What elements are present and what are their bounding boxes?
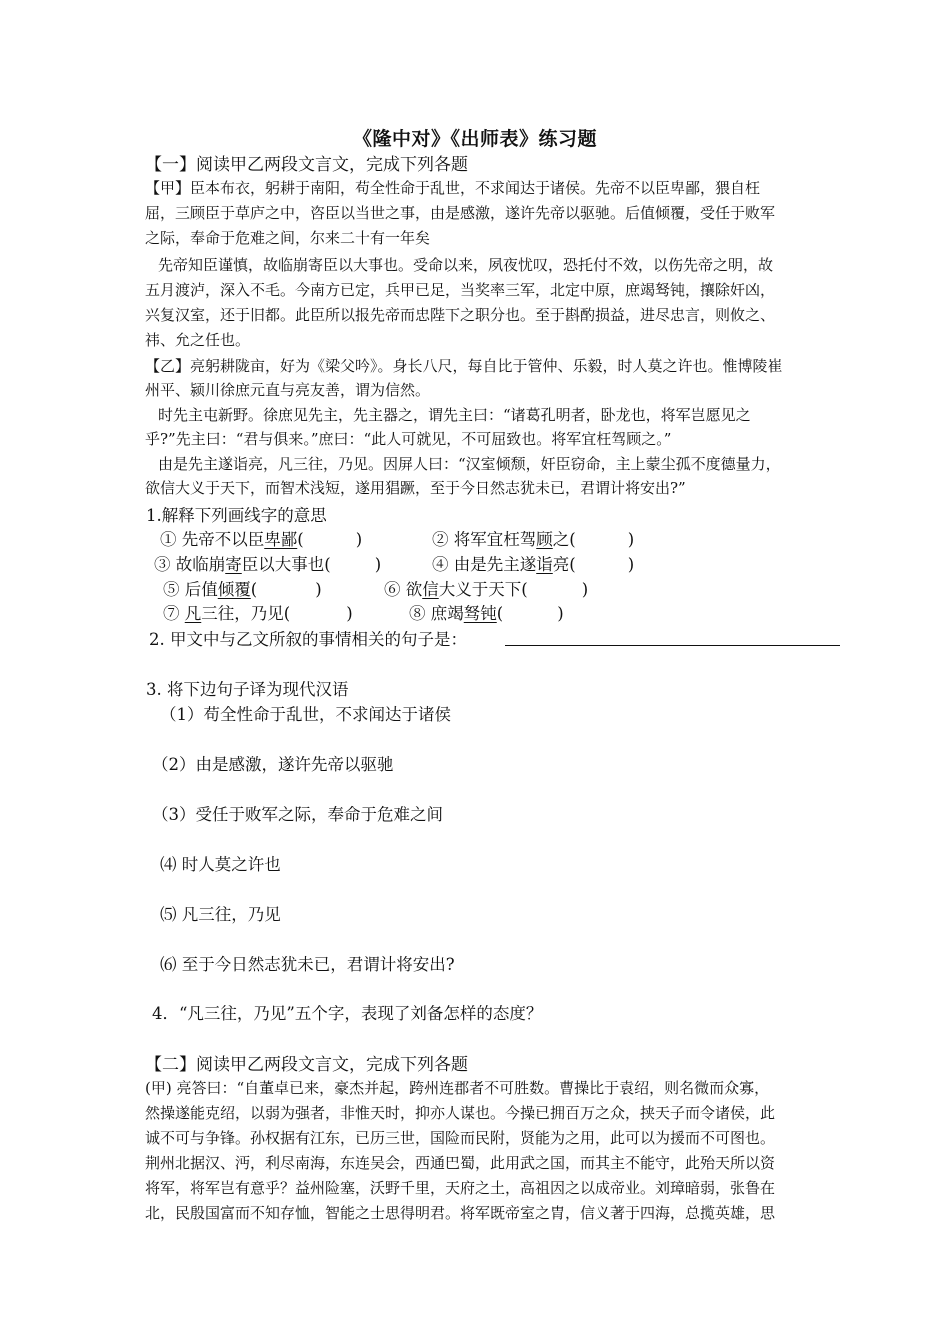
q1-item: ⑧ 庶竭驽钝( )	[409, 604, 564, 623]
yi-line: 乎?”先主曰：“君与俱来。”庶曰：“此人可就见，不可屈致也。将军宜枉驾顾之。”	[145, 430, 672, 448]
yi-line: 由是先主遂诣亮，凡三往，乃见。因屏人曰：“汉室倾颓，奸臣窃命，主上蒙尘孤不度德量力，	[158, 455, 781, 473]
q3-item: ⑸ 凡三往，乃见	[160, 905, 281, 924]
q1-item: ③ 故临崩寄臣以大事也( )	[154, 555, 382, 574]
jia-line: 【甲】臣本布衣，躬耕于南阳，苟全性命于乱世，不求闻达于诸侯。先帝不以臣卑鄙，猥自枉	[145, 179, 761, 197]
q3-item: （3）受任于败军之际，奉命于危难之间	[152, 805, 443, 824]
q1-item: ② 将军宜枉驾顾之( )	[432, 530, 635, 549]
document-title: 《隆中对》《出师表》练习题	[352, 128, 597, 150]
q3-item: （2）由是感激，遂许先帝以驱驰	[152, 755, 394, 774]
jia-line: 祎、允之任也。	[145, 331, 251, 349]
section2-line: 将军，将军岂有意乎？益州险塞，沃野千里，天府之土，高祖因之以成帝业。刘璋暗弱，张鲁在	[145, 1179, 776, 1197]
q3-item: （1）苟全性命于乱世，不求闻达于诸侯	[160, 705, 451, 724]
q1-item: ⑥ 欲信大义于天下( )	[384, 580, 589, 599]
question-1-prompt: 1.解释下列画线字的意思	[146, 506, 327, 525]
jia-line: 之际，奉命于危难之间，尔来二十有一年矣	[145, 229, 431, 247]
jia-line: 先帝知臣谨慎，故临崩寄臣以大事也。受命以来，夙夜忧叹，恐托付不效，以伤先帝之明，故	[158, 256, 774, 274]
section2-line: 然操遂能克绍，以弱为强者，非惟天时，抑亦人谋也。今操已拥百万之众，挟天子而令诸侯，此	[145, 1104, 776, 1122]
yi-line: 【乙】亮躬耕陇亩，好为《梁父吟》。身长八尺，每自比于管仲、乐毅，时人莫之许也。惟博陵崔	[145, 357, 783, 375]
question-2: 2. 甲文中与乙文所叙的事情相关的句子是：	[149, 630, 467, 649]
jia-line: 兴复汉室，还于旧都。此臣所以报先帝而忠陛下之职分也。至于斟酌损益，进尽忠言，则攸之、	[145, 306, 776, 324]
q1-item: ⑤ 后值倾覆( )	[163, 580, 322, 599]
section2-line: 北，民殷国富而不知存恤，智能之士思得明君。将军既帝室之胄，信义著于四海，总揽英雄，思	[145, 1204, 776, 1222]
q3-item: ⑹ 至于今日然志犹未已，君谓计将安出?	[160, 955, 455, 974]
yi-line: 时先主屯新野。徐庶见先主，先主器之，谓先主曰：“诸葛孔明者，卧龙也，将军岂愿见之	[158, 406, 751, 424]
section2-line: (甲) 亮答曰：“自董卓已来，豪杰并起，跨州连郡者不可胜数。曹操比于袁绍，则名微而众寡，	[145, 1079, 770, 1097]
answer-blank[interactable]	[505, 645, 840, 646]
jia-line: 五月渡泸，深入不毛。今南方已定，兵甲已足，当奖率三军，北定中原，庶竭驽钝，攘除奸凶，	[145, 281, 776, 299]
question-3-prompt: 3. 将下边句子译为现代汉语	[146, 680, 349, 699]
yi-line: 欲信大义于天下，而智术浅短，遂用猖蹶，至于今日然志犹未已，君谓计将安出?”	[145, 479, 686, 497]
q1-item: ⑦ 凡三往，乃见( )	[163, 604, 353, 623]
question-4: 4．“凡三往，乃见”五个字，表现了刘备怎样的态度？	[152, 1004, 543, 1023]
section2-heading: 【二】阅读甲乙两段文言文，完成下列各题	[145, 1055, 468, 1075]
section2-line: 荆州北据汉、沔，利尽南海，东连吴会，西通巴蜀，此用武之国，而其主不能守，此殆天所以资	[145, 1154, 776, 1172]
yi-line: 州平、颍川徐庶元直与亮友善，谓为信然。	[145, 381, 431, 399]
section2-line: 诚不可与争锋。孙权据有江东，已历三世，国险而民附，贤能为之用，此可以为援而不可图也。	[145, 1129, 776, 1147]
q1-item: ④ 由是先主遂诣亮( )	[432, 555, 635, 574]
jia-line: 屈，三顾臣于草庐之中，咨臣以当世之事，由是感激，遂许先帝以驱驰。后值倾覆，受任于败军	[145, 204, 776, 222]
q3-item: ⑷ 时人莫之许也	[160, 855, 281, 874]
section1-heading: 【一】阅读甲乙两段文言文，完成下列各题	[145, 155, 468, 175]
q1-item: ① 先帝不以臣卑鄙( )	[160, 530, 363, 549]
